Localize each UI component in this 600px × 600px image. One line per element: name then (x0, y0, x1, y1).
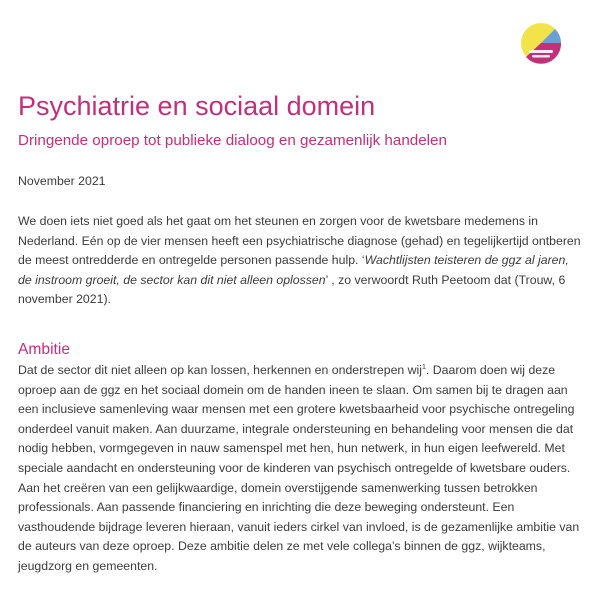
intro-text-2: ’ , zo verwoordt Ruth Peetoom dat (Trouw, 6 november 2021). (18, 272, 566, 307)
organization-logo (520, 22, 562, 64)
intro-paragraph (18, 212, 583, 310)
page-subtitle: Dringende oproep tot publieke dialoog en gezamenlijk handelen (18, 132, 447, 149)
intro-text-1: We doen iets niet goed als het gaat om het steunen en zorgen voor de kwetsbare medemens in Nederland. Eén op de vier mensen heeft een psychiatrische diagnose (gehad) en tegelijkertijd ontberen de meest ontredderde en ontregelde personen passende hulp. ‘ (18, 214, 581, 268)
intro-quote: Wachtlijsten teisteren de ggz al jaren, de instroom groeit, de sector kan dit niet alleen oplossen (18, 253, 569, 287)
footnote-marker[interactable]: 1 (422, 363, 426, 371)
ambitie-rest: . Daarom doen wij deze oproep aan de ggz en het sociaal domein om de handen ineen te slaan. Om samen bij te dragen aan een inclusieve samenleving waar mensen met een grotere kwetsbaarheid voor psychische ontregeling onderdeel vanuit maken. Aan duurzame, integrale ondersteuning en behandeling voor mensen die dat nodig hebben, vormgegeven in nauw samenspel met hen, hun netwerk, in hun eigen leefwereld. Met speciale aandacht en ondersteuning voor de kinderen van psychisch ontregelde of kwetsbare ouders. Aan het creëren van een gelijkwaardige, domein overstijgende samenwerking tussen betrokken professionals. Aan passende financiering en inrichting die deze beweging ondersteunt. Een vasthoudende bijdrage leveren hieraan, vanuit ieders cirkel van invloed, is de gezamenlijke ambitie van de auteurs van deze oproep. Deze ambitie delen ze met vele collega’s binnen de ggz, wijkteams, jeugdzorg en gemeenten. (18, 363, 580, 573)
ambitie-lead: Dat de sector dit niet alleen op kan lossen, herkennen en onderstrepen wij (18, 363, 423, 377)
page-title: Psychiatrie en sociaal domein (18, 91, 376, 121)
logo-icon (520, 22, 562, 64)
ambitie-paragraph (18, 361, 586, 577)
section-heading-ambitie: Ambitie (18, 341, 70, 358)
publication-date: November 2021 (18, 174, 106, 188)
